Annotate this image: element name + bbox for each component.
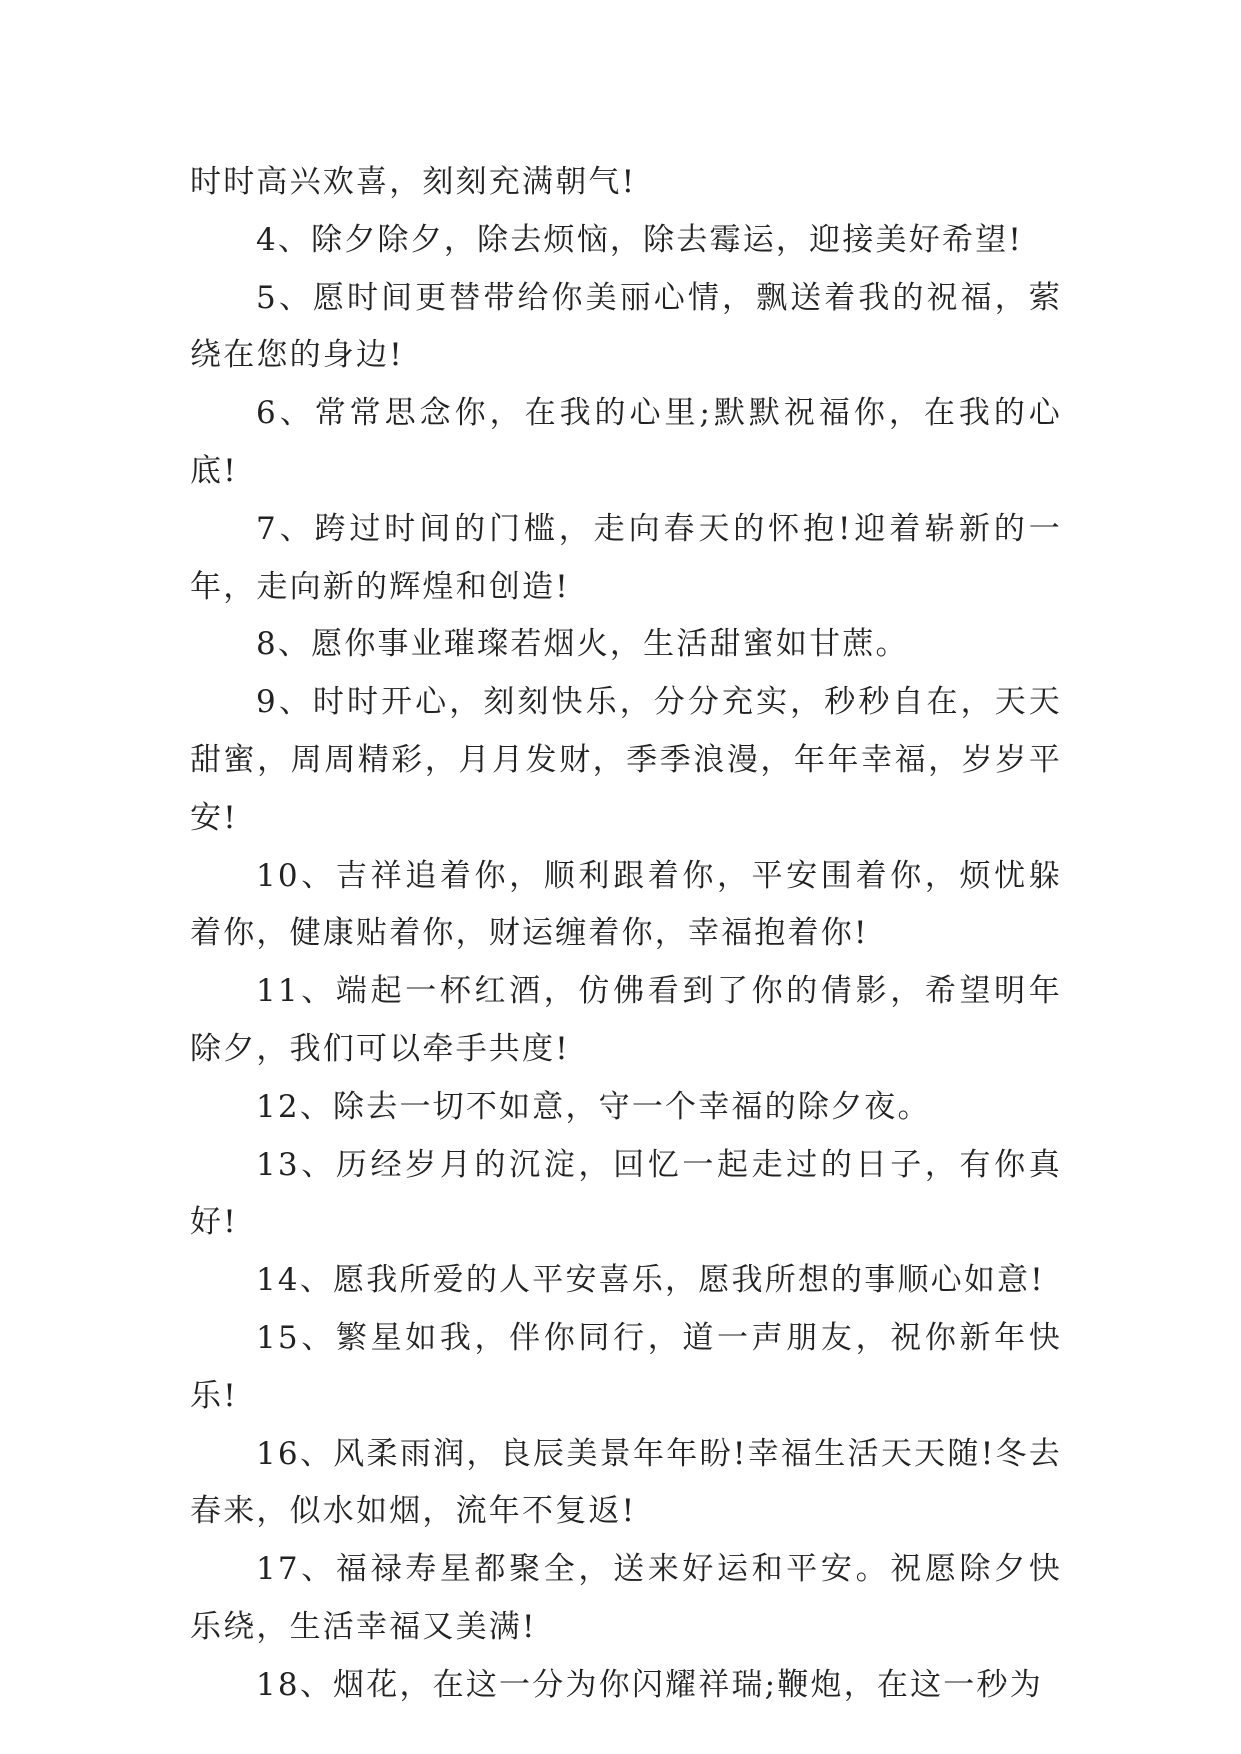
paragraph-item-10: 10、吉祥追着你，顺利跟着你，平安围着你，烦忧躲着你，健康贴着你，财运缠着你，幸福抱着你! xyxy=(190,857,1062,952)
paragraph-item-8: 8、愿你事业璀璨若烟火，生活甜蜜如甘蔗。 xyxy=(256,626,909,663)
paragraph-item-18: 18、烟花，在这一分为你闪耀祥瑞;鞭炮，在这一秒为 xyxy=(256,1666,1043,1703)
paragraph-item-4: 4、除夕除夕，除去烦恼，除去霉运，迎接美好希望! xyxy=(256,221,1023,258)
document-body xyxy=(190,154,1062,1715)
paragraph-item-9: 9、时时开心，刻刻快乐，分分充实，秒秒自在，天天甜蜜，周周精彩，月月发财，季季浪漫，年年幸福，岁岁平安! xyxy=(190,684,1062,836)
paragraph-item-17: 17、福禄寿星都聚全，送来好运和平安。祝愿除夕快乐绕，生活幸福又美满! xyxy=(190,1551,1062,1645)
paragraph-item-13: 13、历经岁月的沉淀，回忆一起走过的日子，有你真好! xyxy=(190,1146,1062,1241)
paragraph-item-6: 6、常常思念你，在我的心里;默默祝福你，在我的心底! xyxy=(190,395,1062,489)
paragraph-continuation: 时时高兴欢喜，刻刻充满朝气! xyxy=(190,164,637,200)
paragraph-item-12: 12、除去一切不如意，守一个幸福的除夕夜。 xyxy=(256,1088,931,1125)
paragraph-item-5: 5、愿时间更替带给你美丽心情，飘送着我的祝福，萦绕在您的身边! xyxy=(190,279,1062,374)
paragraph-item-11: 11、端起一杯红酒，仿佛看到了你的倩影，希望明年除夕，我们可以牵手共度! xyxy=(190,973,1062,1067)
paragraph-item-7: 7、跨过时间的门槛，走向春天的怀抱!迎着崭新的一年，走向新的辉煌和创造! xyxy=(190,510,1062,605)
paragraph-item-14: 14、愿我所爱的人平安喜乐，愿我所想的事顺心如意! xyxy=(256,1262,1045,1299)
paragraph-item-16: 16、风柔雨润，良辰美景年年盼!幸福生活天天随!冬去春来，似水如烟，流年不复返! xyxy=(190,1435,1062,1530)
paragraph-item-15: 15、繁星如我，伴你同行，道一声朋友，祝你新年快乐! xyxy=(190,1319,1062,1414)
